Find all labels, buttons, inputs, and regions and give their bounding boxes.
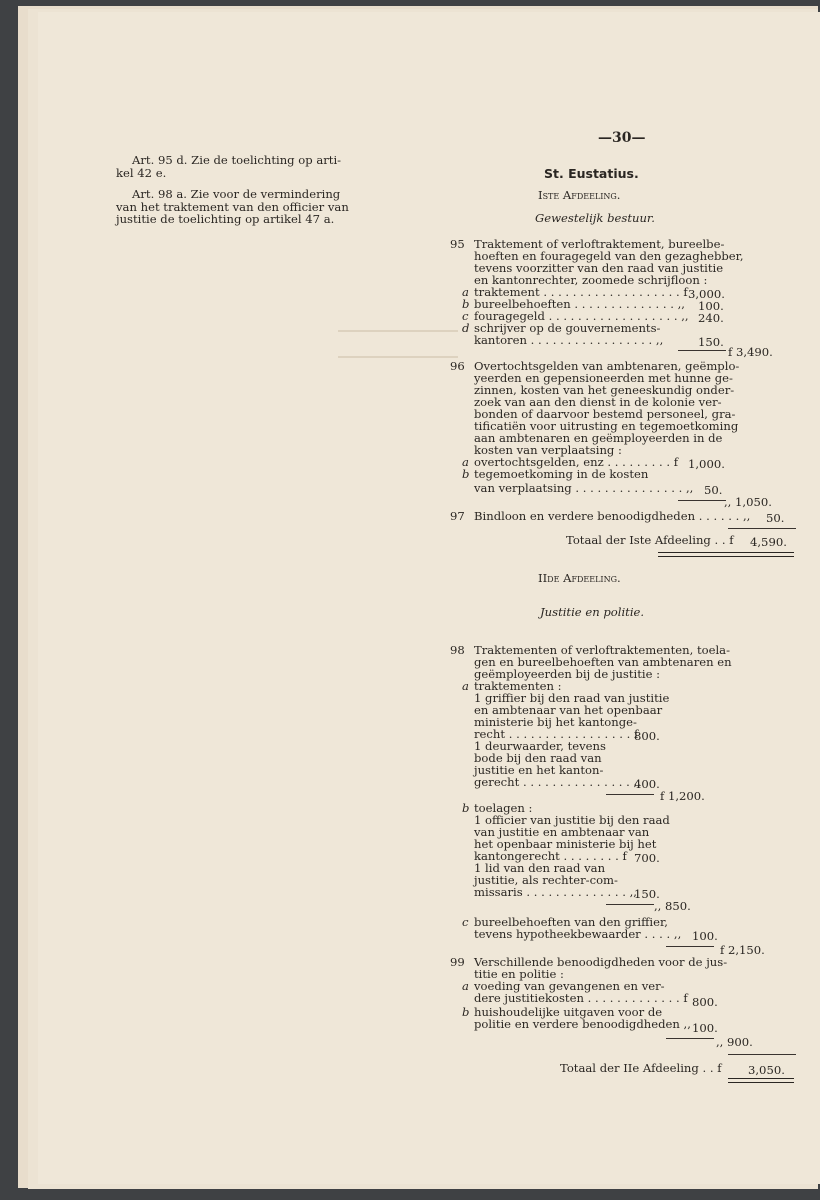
subtotal-rule xyxy=(678,350,726,351)
sub-letter: b xyxy=(462,467,470,481)
text-line: Verschillende benoodigdheden voor de jus- xyxy=(474,955,728,969)
text-line: 1 lid van den raad van xyxy=(474,861,606,875)
text-line: gen en bureelbehoeften van ambtenaren en xyxy=(474,655,732,669)
text-line: 1 officier van justitie bij den raad xyxy=(474,813,670,827)
text-line: van justitie en ambtenaar van xyxy=(474,825,650,839)
show-through-marks xyxy=(338,330,458,358)
article-total: ,, 1,050. xyxy=(724,495,772,509)
budget-item-label: missaris . . . . . . . . . . . . . . ,, xyxy=(474,885,637,899)
text-line: kosten van verplaatsing : xyxy=(474,443,622,457)
subtotal-amount: ,, 850. xyxy=(654,899,691,913)
budget-item-amount: 800. xyxy=(634,729,660,743)
sub-letter: d xyxy=(462,321,470,335)
budget-item-label: traktementen : xyxy=(474,679,562,693)
budget-item-label: traktement . . . . . . . . . . . . . . . . . . . f xyxy=(474,285,688,299)
sub-letter: a xyxy=(462,285,469,299)
text-line: Traktement of verloftraktement, bureelbe- xyxy=(474,237,725,251)
article-number: 98 xyxy=(450,643,465,657)
sub-letter: b xyxy=(462,801,470,815)
article-number: 99 xyxy=(450,955,465,969)
text-line: 1 griffier bij den raad van justitie xyxy=(474,691,670,705)
budget-item-amount: 700. xyxy=(634,851,660,865)
text-line: het openbaar ministerie bij het xyxy=(474,837,657,851)
budget-item-label: tevens hypotheekbewaarder . . . . ,, xyxy=(474,927,682,941)
article-total: f 3,490. xyxy=(728,345,773,359)
budget-item-amount: 3,000. xyxy=(688,287,725,301)
sub-letter: c xyxy=(462,915,469,929)
budget-item-label: kantoren . . . . . . . . . . . . . . . . . ,, xyxy=(474,333,664,347)
budget-item-label: van verplaatsing . . . . . . . . . . . . . . . ,, xyxy=(474,481,694,495)
budget-item-amount: 100. xyxy=(692,929,718,943)
budget-item-amount: 800. xyxy=(692,995,718,1009)
budget-item-amount: 150. xyxy=(698,335,724,349)
subtotal-rule xyxy=(606,904,654,905)
double-rule xyxy=(658,552,794,557)
article-total: f 2,150. xyxy=(720,943,765,957)
section1-total-label: Totaal der Iste Afdeeling . . f xyxy=(566,533,734,547)
text-line: tevens voorzitter van den raad van justitie xyxy=(474,261,724,275)
section2-total-amount: 3,050. xyxy=(748,1063,785,1077)
sub-letter: a xyxy=(462,455,469,469)
budget-item-amount: 240. xyxy=(698,311,724,325)
text-line: Traktementen of verloftraktementen, toela- xyxy=(474,643,730,657)
article-number: 96 xyxy=(450,359,465,373)
article-total: 50. xyxy=(766,511,785,525)
budget-item-amount: 1,000. xyxy=(688,457,725,471)
budget-item-label: recht . . . . . . . . . . . . . . . . . f xyxy=(474,727,639,741)
subtotal-rule xyxy=(606,794,654,795)
budget-item-label: toelagen : xyxy=(474,801,533,815)
budget-item-label: Bindloon en verdere benoodigdheden . . . . . . ,, xyxy=(474,509,751,523)
sub-letter: c xyxy=(462,309,469,323)
text-line: ministerie bij het kantonge- xyxy=(474,715,637,729)
text-line: 1 deurwaarder, tevens xyxy=(474,739,606,753)
text-line: en ambtenaar van het openbaar xyxy=(474,703,663,717)
page-number: —30— xyxy=(598,130,646,146)
sub-letter: b xyxy=(462,1005,470,1019)
text-line: geëmployeerden bij de justitie : xyxy=(474,667,661,681)
text-line: justitie, als rechter-com- xyxy=(474,873,618,887)
budget-item-label: overtochtsgelden, enz . . . . . . . . . f xyxy=(474,455,679,469)
section2-heading: IIde Afdeeling. xyxy=(538,571,621,585)
budget-item-amount: 150. xyxy=(634,887,660,901)
budget-item-label: voeding van gevangenen en ver- xyxy=(474,979,665,993)
subtotal-rule xyxy=(666,1038,714,1039)
budget-item-label: schrijver op de gouvernements- xyxy=(474,321,661,335)
budget-item-label: gerecht . . . . . . . . . . . . . . . ,, xyxy=(474,775,641,789)
text-line: hoeften en fouragegeld van den gezaghebber, xyxy=(474,249,744,263)
article-number: 97 xyxy=(450,509,465,523)
section1-heading: Iste Afdeeling. xyxy=(538,188,621,202)
section2-subheading: Justitie en politie. xyxy=(540,605,645,619)
text-line: titie en politie : xyxy=(474,967,564,981)
budget-item-amount: 100. xyxy=(692,1021,718,1035)
text-line: zoek van aan den dienst in de kolonie ver- xyxy=(474,395,722,409)
text-line: bonden of daarvoor bestemd personeel, gra- xyxy=(474,407,736,421)
subtotal-amount: f 1,200. xyxy=(660,789,705,803)
document-page xyxy=(38,12,820,1184)
text-line: bode bij den raad van xyxy=(474,751,602,765)
colony-title: St. Eustatius. xyxy=(544,166,639,181)
subtotal-rule xyxy=(666,946,714,947)
text-line: en kantonrechter, zoomede schrijfloon : xyxy=(474,273,708,287)
text-line: tificatiën voor uitrusting en tegemoetkoming xyxy=(474,419,739,433)
budget-item-label: kantongerecht . . . . . . . . f xyxy=(474,849,627,863)
total-rule xyxy=(728,1054,796,1055)
budget-item-amount: 50. xyxy=(704,483,723,497)
text-line: aan ambtenaren en geëmployeerden in de xyxy=(474,431,723,445)
budget-item-label: politie en verdere benoodigdheden ,, xyxy=(474,1017,691,1031)
article-total: ,, 900. xyxy=(716,1035,753,1049)
budget-item-label: huishoudelijke uitgaven voor de xyxy=(474,1005,663,1019)
budget-item-label: bureelbehoeften van den griffier, xyxy=(474,915,668,929)
note-article-95d: Art. 95 d. Zie de toelichting op arti- kel 42 e. xyxy=(116,153,342,180)
total-rule xyxy=(728,528,796,529)
section1-subheading: Gewestelijk bestuur. xyxy=(535,211,655,225)
budget-item-amount: 400. xyxy=(634,777,660,791)
text-line: justitie en het kanton- xyxy=(474,763,604,777)
sub-letter: a xyxy=(462,979,469,993)
budget-item-label: fouragegeld . . . . . . . . . . . . . . . . . . ,, xyxy=(474,309,689,323)
budget-item-label: bureelbehoeften . . . . . . . . . . . . . . ,, xyxy=(474,297,685,311)
note-article-98a: Art. 98 a. Zie voor de vermindering van het traktement van den officier van justitie de toelichting op artikel 47 a. xyxy=(116,187,349,227)
budget-item-label: tegemoetkoming in de kosten xyxy=(474,467,649,481)
double-rule xyxy=(728,1078,794,1083)
section2-total-label: Totaal der IIe Afdeeling . . f xyxy=(560,1061,722,1075)
article-number: 95 xyxy=(450,237,465,251)
sub-letter: a xyxy=(462,679,469,693)
text-line: zinnen, kosten van het geneeskundig onder- xyxy=(474,383,735,397)
budget-item-label: dere justitiekosten . . . . . . . . . . . . . f xyxy=(474,991,688,1005)
text-line: yeerden en gepensioneerden met hunne ge- xyxy=(474,371,733,385)
sub-letter: b xyxy=(462,297,470,311)
budget-item-amount: 100. xyxy=(698,299,724,313)
section1-total-amount: 4,590. xyxy=(750,535,787,549)
text-line: Overtochtsgelden van ambtenaren, geëmplo- xyxy=(474,359,740,373)
subtotal-rule xyxy=(678,500,726,501)
